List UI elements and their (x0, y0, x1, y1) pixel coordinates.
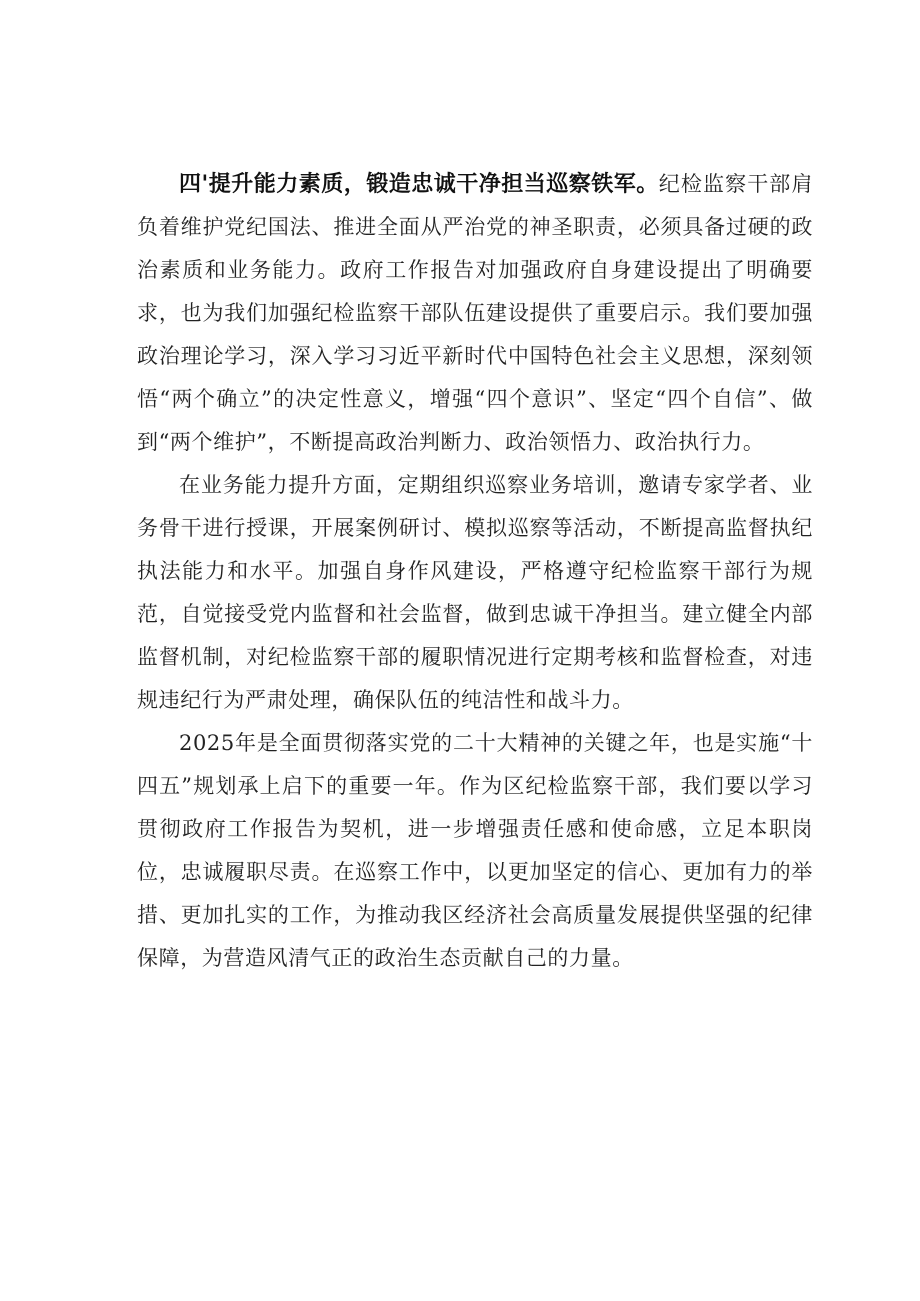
paragraph-3-text: 2025年是全面贯彻落实党的二十大精神的关键之年，也是实施“十四五”规划承上启下的重要一年。作为区纪检监察干部，我们要以学习贯彻政府工作报告为契机，进一步增强责任感和使命感，立足本职岗位，忠诚履职尽责。在巡察工作中，以更加坚定的信心、更加有力的举措、更加扎实的工作，为推动我区经济社会高质量发展提供坚强的纪律保障，为营造风清气正的政治生态贡献自己的力量。 (137, 731, 813, 970)
paragraph-1-text: 纪检监察干部肩负着维护党纪国法、推进全面从严治党的神圣职责，必须具备过硬的政治素质和业务能力。政府工作报告对加强政府自身建设提出了明确要求，也为我们加强纪检监察干部队伍建设提供了重要启示。我们要加强政治理论学习，深入学习习近平新时代中国特色社会主义思想，深刻领悟“两个确立”的决定性意义，增强“四个意识”、坚定“四个自信”、做到“两个维护”，不断提高政治判断力、政治领悟力、政治执行力。 (137, 172, 813, 454)
paragraph-1 (137, 163, 813, 464)
paragraph-2-text: 在业务能力提升方面，定期组织巡察业务培训，邀请专家学者、业务骨干进行授课，开展案例研讨、模拟巡察等活动，不断提高监督执纪执法能力和水平。加强自身作风建设，严格遵守纪检监察干部行为规范，自觉接受党内监督和社会监督，做到忠诚干净担当。建立健全内部监督机制，对纪检监察干部的履职情况进行定期考核和监督检查，对违规违纪行为严肃处理，确保队伍的纯洁性和战斗力。 (137, 473, 813, 712)
paragraph-2 (137, 464, 813, 722)
paragraph-3 (137, 722, 813, 980)
section-heading: 四'提升能力素质，锻造忠诚干净担当巡察铁军。 (179, 172, 659, 197)
document-body (137, 163, 813, 980)
